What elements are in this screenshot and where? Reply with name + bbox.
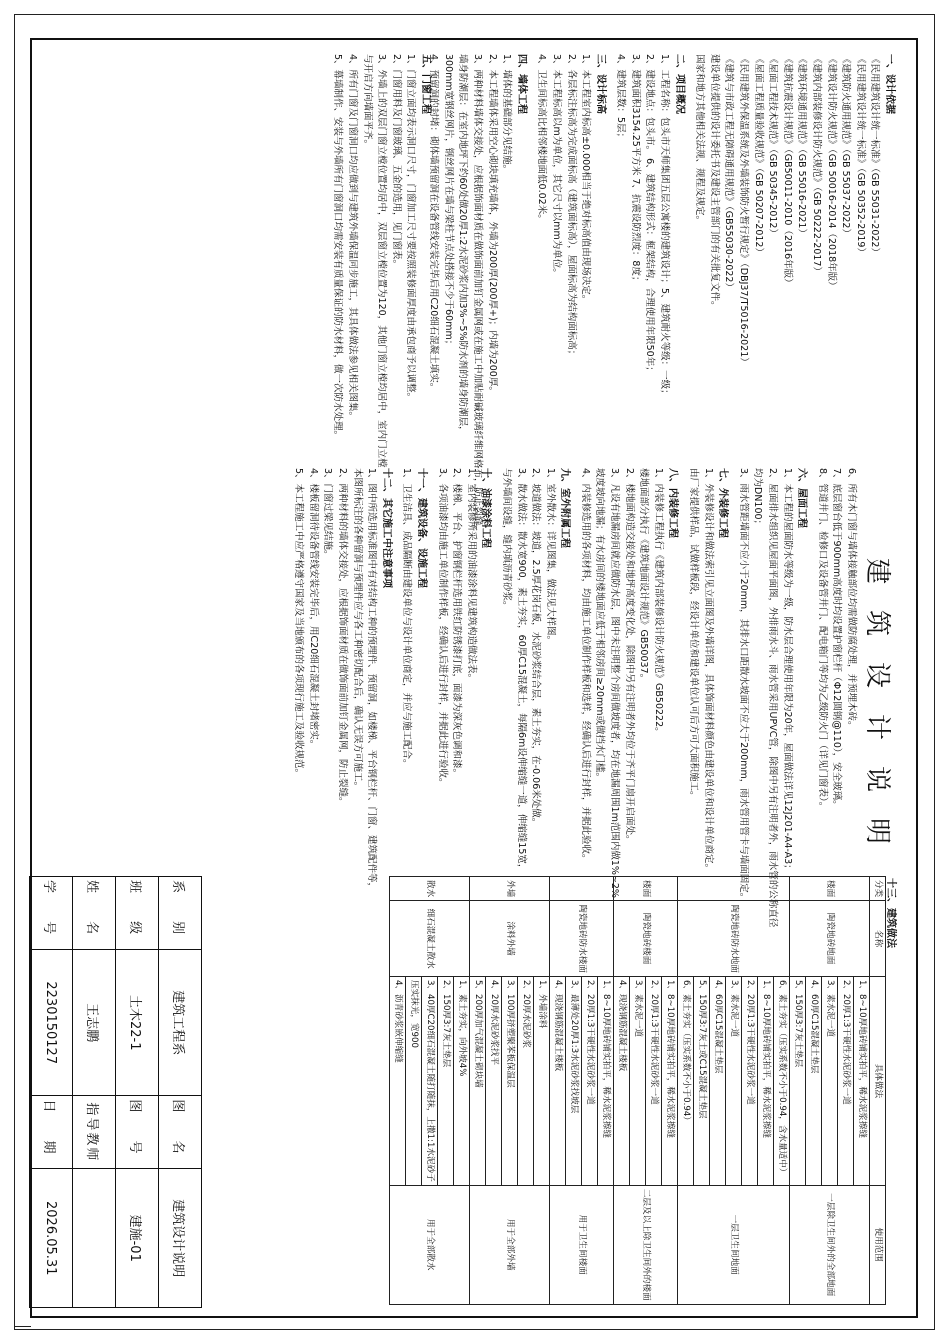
tb-value: 建施-01 <box>116 1169 159 1308</box>
methods-use: 一层卫生间地面 <box>678 1185 790 1304</box>
tb-value: 2026.05.31 <box>30 1169 73 1308</box>
methods-header-cell: 使用范围 <box>870 1185 886 1304</box>
tb-label: 图 名 <box>159 1096 202 1169</box>
corner-mark-bottom-left <box>14 1310 31 1327</box>
methods-step: 4、20厚水泥砂浆找平 <box>486 976 502 1185</box>
note-line: 4、预留洞的封堵：砌体墙预留洞在设备管线安装完毕后用C20细石混凝土填实。 <box>428 54 440 393</box>
note-line: 1、内装修工程执行《建筑内部装修设计防火规范》GB50222。 <box>652 468 664 737</box>
note-line: 3、门窗过梁见结施。 <box>322 468 334 560</box>
section-gap <box>607 54 613 535</box>
note-line: 2、楼地面构造交接处和地坪高度变化处，除图中另有注明者外均位于齐平门扇开启面处。 <box>623 468 635 845</box>
methods-header-cell: 名称 <box>870 901 886 977</box>
methods-use: 用于全部外墙 <box>470 1185 550 1304</box>
tb-value: 建筑设计说明 <box>159 1169 202 1308</box>
note-line: 《建筑抗震设计规范》（GB50011-2010（2016年版） <box>781 54 793 288</box>
methods-row <box>774 877 790 1305</box>
methods-step: 2、20厚1:3干硬性水泥砂浆一道 <box>646 976 662 1185</box>
methods-category: 楼面 <box>790 877 870 901</box>
section-heading: 六、屋面工程 <box>796 468 808 528</box>
note-line: 1、室外散水：详见图集，做法见大样图。 <box>544 468 556 646</box>
note-line: 6、所有木门窗与墙体接触部位均需做防腐处理，并预埋木砖。 <box>846 468 857 731</box>
methods-step: 压实抹光，宽900 <box>406 976 422 1185</box>
section-gap <box>686 54 692 535</box>
methods-step: 4、沥青砂浆嵌伸缩缝 <box>390 976 406 1185</box>
methods-use: 用于卫生间楼面 <box>550 1185 614 1304</box>
note-line: 1、室内装修所采用的油漆涂料见建筑构造做法表。 <box>465 468 477 684</box>
methods-header-cell: 具体做法 <box>870 976 886 1185</box>
tb-value: 土木22-1 <box>116 950 159 1096</box>
note-line: 3、凡设有地漏房间就应做防水层，图中未注明整个房间做坡度者，均在地漏周围1m范围内做1%~2% <box>609 468 621 898</box>
tb-label: 学 号 <box>30 877 73 950</box>
tb-label: 系 别 <box>159 877 202 950</box>
notes-column-2 <box>330 54 432 468</box>
methods-header-cell: 分类 <box>870 877 886 901</box>
note-line: 楼地面部分执行《建筑地面设计规范》GB50037。 <box>638 468 650 684</box>
note-line: 1、图中所选用标准图中有对结构工种的预埋件、预留洞，如楼梯、平台钢栏杆、门窗、建筑配件等， <box>366 468 378 893</box>
tb-label: 日 期 <box>30 1096 73 1169</box>
methods-name: 细石混凝土散水 <box>390 901 470 977</box>
note-line: 1、门窗立面均表示洞口尺寸，门窗加工尺寸要按照装修面厚度由承包商予以调整。 <box>405 54 417 403</box>
methods-name: 陶瓷地砖防水楼面 <box>550 901 614 977</box>
methods-step: 5、200厚加气混凝土砌块墙 <box>470 976 486 1185</box>
methods-row <box>534 877 550 1305</box>
tb-value <box>73 1169 116 1308</box>
note-line: 1、墙体的基础部分见结施。 <box>501 54 513 175</box>
methods-step: 4、现浇钢筋混凝土楼板 <box>550 976 566 1185</box>
section-heading: 二、项目概况 <box>673 54 685 114</box>
methods-step: 4、60厚C15混凝土垫层 <box>806 976 822 1185</box>
section-gap <box>393 468 399 927</box>
methods-step: 1、8~10厚地砖铺实拍平，稀水泥浆擦缝 <box>598 976 614 1185</box>
note-line: 2、建设地点：包头市。 6、建筑结构形式：框架结构，合理使用年限50年； <box>644 54 656 376</box>
tb-label: 班 级 <box>116 877 159 950</box>
methods-use: 用于全部散水 <box>390 1185 470 1304</box>
tb-label: 指导教师 <box>73 1096 116 1169</box>
note-line: 与外墙间设缝，缝内填沥青砂浆。 <box>500 468 512 611</box>
methods-step: 1、素土夯实，向外坡4% <box>454 976 470 1185</box>
notes-column-1 <box>426 54 896 535</box>
section-heading: 十二、其它施工中注意事项 <box>380 468 392 588</box>
notes-column-3 <box>291 468 858 927</box>
note-line: 3、外墙上的双层门窗立樘位置均居中，双层窗立樘位置为120，其他门窗立樘均居中，室内门立樘 <box>376 54 388 468</box>
methods-category: 散水 <box>390 877 470 901</box>
methods-row <box>598 877 614 1305</box>
note-line: 4、建筑层数：5层； <box>615 54 627 143</box>
note-line: 《民用建筑外保温系统及外墙装饰防火暂行规定》（DBJ37/T5016-2021） <box>738 54 750 367</box>
methods-use: 一层除卫生间外的全部地面 <box>790 1185 870 1304</box>
methods-step: 3、100厚挤塑聚苯板保温层 <box>502 976 518 1185</box>
methods-step: 2、20厚水泥砂浆 <box>518 976 534 1185</box>
methods-name: 陶瓷地砖防水地面 <box>678 901 790 977</box>
section-heading: 五、门窗工程 <box>420 54 431 114</box>
methods-step: 2、20厚1:3干硬性水泥砂浆一道 <box>838 976 854 1185</box>
note-line: 由厂家提供样品，试做样板段，经设计单位和建设单位认可后方可大面积施工。 <box>688 468 700 801</box>
methods-step: 3、40厚C20细石混凝土随打随抹，上撒1:1水泥砂子 <box>422 976 438 1185</box>
note-line: 《建筑环境通用规范》（GB 55016-2021） <box>796 54 808 238</box>
methods-table <box>389 876 886 1305</box>
methods-category <box>678 877 790 901</box>
note-line: 1、本工程的屋面防水等级为一级，防水层合理使用年限为20年，屋面做法详见12J201-A4-A3； <box>781 468 793 874</box>
note-line: 国家和地方其他相关法规、规程及规定。 <box>694 54 706 226</box>
methods-name: 涂料外墙 <box>470 901 550 977</box>
note-line: 4、所有门窗及门窗洞口均应做到与建筑外墙保温同步施工，其具体做法参见相关图集。 <box>347 54 359 422</box>
methods-row <box>662 877 678 1305</box>
note-line: 3、散水做法：散水宽900，素土夯实，60厚C15混凝土，每隔6m设伸缩缝一道，伸缩缝15宽， <box>515 468 527 874</box>
note-line: 2、坡道做法：坡道，2.5厚花岗石板，水泥砂浆结合层，素土夯实，在-0.06米处做。 <box>530 468 542 828</box>
title-block-row-id <box>30 877 73 1308</box>
tb-value: 建筑工程系 <box>159 950 202 1096</box>
title-block <box>29 876 202 1308</box>
title-block-row-name <box>73 877 116 1308</box>
section-heading: 十、油漆涂料工程 <box>480 468 492 548</box>
section-heading: 四、墙体工程 <box>515 54 527 114</box>
note-line: 3、雨水管距墙面不应小于20mm，其排水口距散水坡面不应大于200mm，雨水管用管卡与墙面固定。 <box>737 468 749 903</box>
note-line: 5、本工程施工中应严格遵守国家及当地颁布的各项现行施工及验收规范。 <box>293 468 305 779</box>
methods-step: 5、150厚3:7灰土或C15混凝土垫层 <box>694 976 710 1185</box>
note-line: 4、卫生间标高比相邻楼地面低0.02米。 <box>536 54 548 224</box>
methods-body <box>390 877 870 1305</box>
note-line: 《建筑与市政工程无障碍通用规范》（GB55030-2022） <box>723 54 735 292</box>
note-line: 坡度坡向地漏；有水房间的楼地面应低于相邻房间≥20mm或做挡水门槛。 <box>594 468 606 783</box>
note-line: 3、本工程标高以m为单位，其它尺寸以mm为单位。 <box>550 54 562 278</box>
tb-label: 图 号 <box>116 1096 159 1169</box>
section-heading: 七、外装修工程 <box>717 468 729 538</box>
note-line: 建设单位提供的设计委托书及建设主管部门的有关批复文件。 <box>708 54 720 311</box>
methods-step: 3、素水泥一道 <box>630 976 646 1185</box>
methods-step: 3、最薄处20厚1:3水泥砂浆找坡层 <box>566 976 582 1185</box>
note-line: 1、外装修设计和做法索引见立面图及外墙详图，具体饰面材料颜色由建设单位和设计单位商定。 <box>702 468 714 874</box>
note-line: 7、底层窗台低于900mm高度时均设置护窗栏杆（Φ12圆钢@110），安全玻璃。 <box>831 468 843 810</box>
note-line: 《屋面工程质量验收规范》（GB 50207-2012） <box>752 54 764 257</box>
note-line: 《建筑防火通用规范》（GB 55037-2022） <box>840 54 852 238</box>
note-line: 3、建筑面积3154.25平方米 7、抗震设防烈度：8度； <box>629 54 641 286</box>
methods-step: 4、现浇钢筋混凝土楼板 <box>614 976 630 1185</box>
methods-step: 1、8~10厚地砖铺实拍平，稀水泥浆擦缝 <box>662 976 678 1185</box>
tb-value: 2230150127 <box>30 950 73 1096</box>
methods-step: 2、20厚1:3干硬性水泥砂浆一道 <box>742 976 758 1185</box>
methods-step: 6、素土夯实（压实系数不小于0.94） <box>678 976 694 1185</box>
tb-label: 姓 名 <box>73 877 116 950</box>
methods-step: 3、素水泥一道 <box>726 976 742 1185</box>
section-heading: 十一、建筑设备、设施工程 <box>415 468 427 588</box>
note-line: 2、各层标注标高为完成面标高（建筑面标高），屋面标高为结构面标高； <box>565 54 577 360</box>
methods-step: 5、150厚3:7灰土垫层 <box>790 976 806 1185</box>
rotated-content <box>30 38 918 1318</box>
methods-row <box>454 877 470 1305</box>
tb-value: 王志鹏 <box>73 950 116 1096</box>
methods-step: 1、8~10厚地砖铺实拍平，稀水泥浆擦缝 <box>758 976 774 1185</box>
methods-header-row <box>870 877 886 1305</box>
note-line: 3、两种材料墙体交接处，应根据饰面材质在做饰面前加钉金属网或在施工中加贴耐碱玻璃纤维网格布，防止裂缝。 <box>471 54 483 536</box>
note-line: 4、内装修选用的各项材料，均由施工单位制作样板和选样，经确认后进行封样，并据此验收。 <box>579 468 591 864</box>
section-heading: 八、内装修工程 <box>667 468 679 538</box>
title-block-row-dept <box>159 877 202 1308</box>
note-line: 4、楼板留洞待设备管线安装完毕后，用C20细石混凝土封堵密实。 <box>307 468 319 750</box>
methods-step: 3、素水泥一道 <box>822 976 838 1185</box>
note-line: 2、楼梯、平台、护窗钢栏杆选用铁红防锈漆打底，面漆为深灰色调和漆。 <box>451 468 463 779</box>
section-heading: 九、室外附属工程 <box>559 468 571 548</box>
methods-category <box>550 877 614 901</box>
note-line: 3、各项油漆均由施工单位制作样板，经确认后进行封样，并据此进行验收。 <box>436 468 448 788</box>
methods-name: 陶瓷地砖地面 <box>790 901 870 977</box>
note-line: 2、门窗用料及门窗玻璃、五金的选用，见门窗表。 <box>390 54 402 270</box>
sheet-title: 建筑设计说明 <box>862 558 892 871</box>
methods-category: 外墙 <box>470 877 550 901</box>
note-line: 均为DN100； <box>752 468 764 530</box>
methods-name: 陶瓷地砖楼面 <box>614 901 678 977</box>
note-line: 1、本工程室内标高±0.000相当于绝对标高值由现场决定。 <box>580 54 592 305</box>
note-line: 《民用建筑设计统一标准》（GB 55031-2022） <box>869 54 881 257</box>
methods-use: 二层及以上除卫生间外的楼面 <box>614 1185 678 1304</box>
note-line: 2、屋面排水组织见屋面平面图，外排雨水斗、雨水管采用UPVC管，除图中另有注明者外，雨水管的公称直径 <box>767 468 779 928</box>
methods-row <box>854 877 870 1305</box>
note-line: 与开启方向墙面平齐。 <box>361 54 373 150</box>
note-line: 1、卫生洁具、成品隔断由建设单位与设计单位商定，并应与施工配合。 <box>401 468 413 769</box>
methods-step: 1、外墙涂料 <box>534 976 550 1185</box>
section-heading: 三、设计标高 <box>594 54 606 114</box>
methods-step: 6、素土夯实（压实系数不小于0.94，含水量适中） <box>774 976 790 1185</box>
methods-step: 2、20厚1:3干硬性水泥砂浆一道 <box>582 976 598 1185</box>
note-line: 5、幕墙制作、安装与外墙所有门窗洞口均需安装有质量保证的防水材料，做一次防水处理。 <box>332 54 344 441</box>
methods-step: 2、150厚3:7灰土垫层 <box>438 976 454 1185</box>
note-line: 本图所标注的各种留洞与预埋件应与各工种密切配合后，确认无误方可施工。 <box>351 468 363 792</box>
methods-title: 十三、建筑做法 <box>885 878 896 948</box>
note-line: 《建筑内部装修设计防火规范》（GB 50222-2017） <box>811 54 823 276</box>
methods-step: 4、60厚C15混凝土垫层 <box>710 976 726 1185</box>
note-line: 墙身防潮层：在室内地坪下约60处做20厚1:2水泥砂浆内加3%~5%防水剂的墙身防潮层， <box>457 54 469 436</box>
methods-step: 1、8~10厚地砖铺实拍平，稀水泥浆擦缝 <box>854 976 870 1185</box>
section-heading: 一、设计依据 <box>884 54 895 114</box>
note-line: 《民用建筑设计统一标准》（GB 50352-2019） <box>854 54 866 257</box>
note-line: 《屋面工程技术规范》（GB 50345-2012） <box>767 54 779 238</box>
note-line: 8、管道井门、检修口及设备管井门、配电箱门等均为乙级防火门（详见门窗表）。 <box>816 468 828 812</box>
note-line: 2、两种材料的墙体交接处，应根据饰面材质在做饰面前加钉金属网，防止裂缝。 <box>337 468 348 807</box>
note-line: 2、本工程墙体采用空心砌块填充墙体，外墙为200厚(200厚+)；内墙为200厚。 <box>486 54 498 396</box>
note-line: 1、工程名称：包头市天师集团五层公寓楼的建筑设计；5、建筑耐火等级：一级； <box>659 54 671 399</box>
note-line: 300mm宽钢丝网片，钢丝网片在墙与梁柱节点处搭接不少于60mm； <box>442 54 454 350</box>
title-block-row-class <box>116 877 159 1308</box>
note-line: 《建筑设计防火规范》（GB 50016-2014（2018年版） <box>825 54 837 291</box>
methods-category: 楼面 <box>614 877 678 901</box>
section-gap <box>528 54 534 535</box>
